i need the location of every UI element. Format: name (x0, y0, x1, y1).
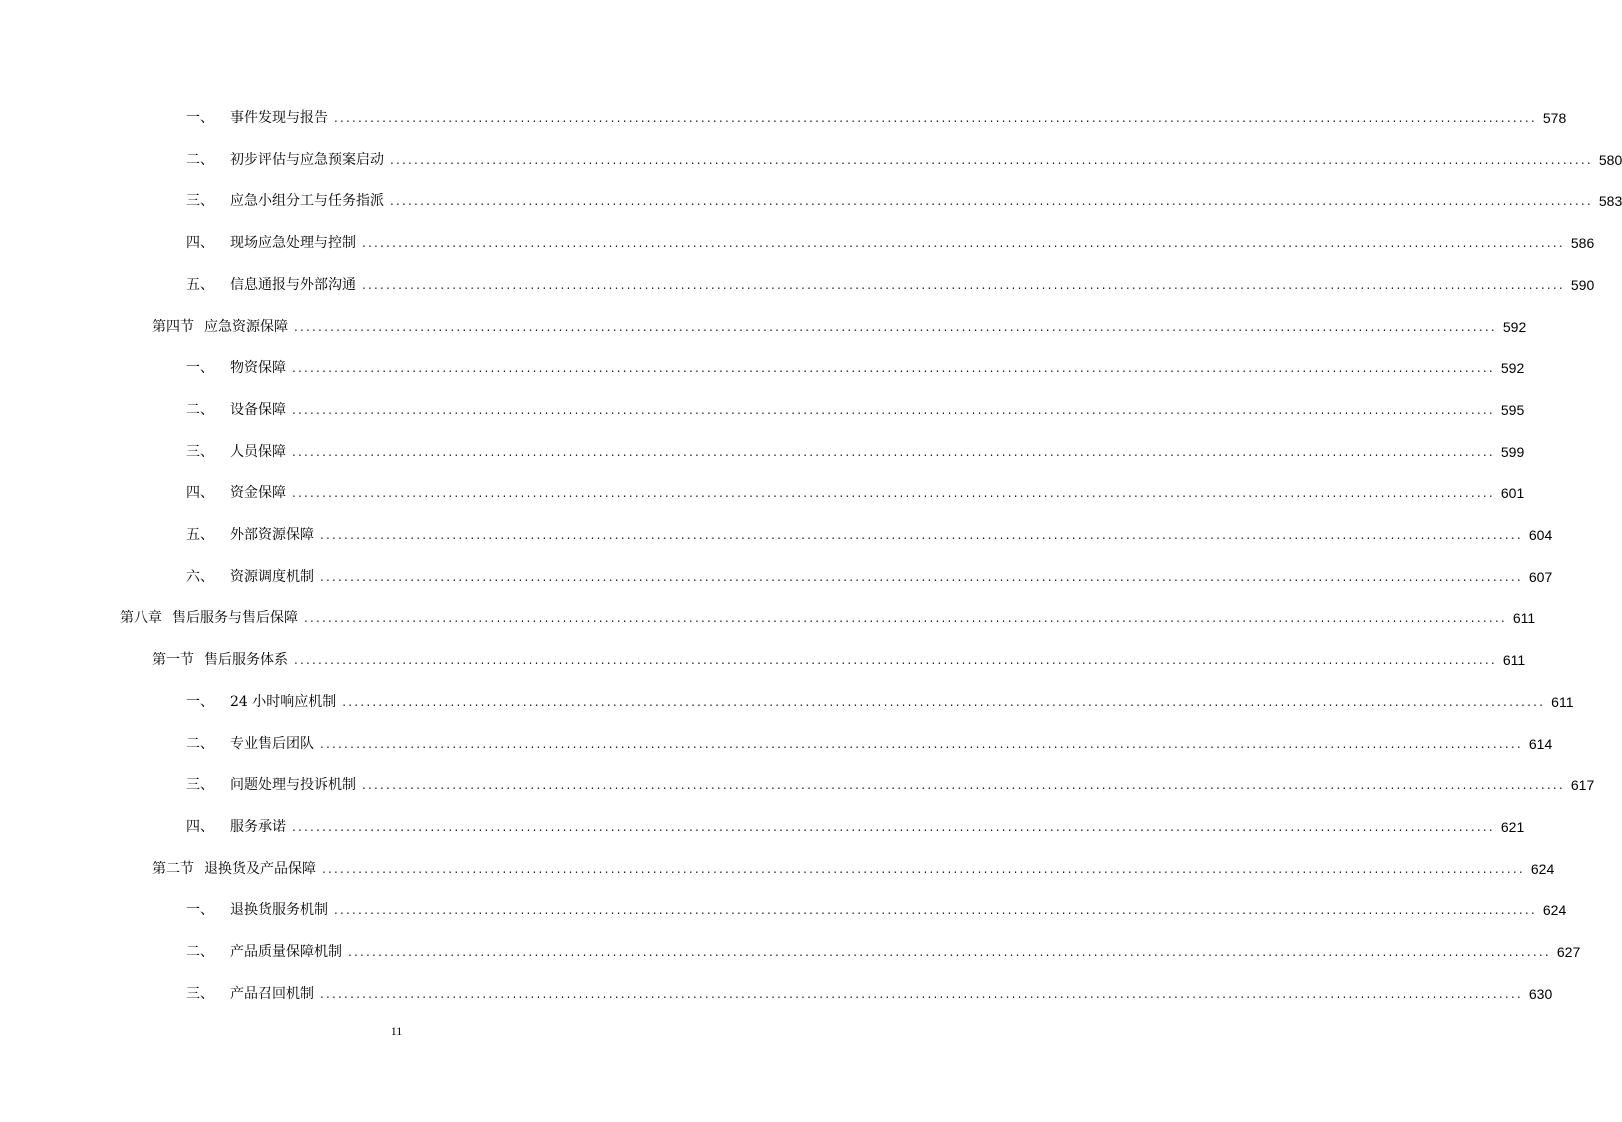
toc-entry-number: 第二节 (152, 860, 194, 877)
toc-entry[interactable] (0, 606, 1536, 630)
toc-entry-number: 四、 (186, 818, 214, 835)
toc-entry-number: 第四节 (152, 318, 194, 335)
toc-dot-leader: ........................................................................................................................................................................................................ (320, 986, 1523, 1001)
toc-entry-page: 601 (1500, 485, 1525, 502)
toc-entry-title: 服务承诺 (230, 818, 286, 835)
toc-dot-leader: ........................................................................................................................................................................................................ (322, 861, 1525, 876)
toc-entry-title: 退换货服务机制 (230, 902, 328, 919)
toc-entry-number: 五、 (186, 527, 214, 543)
toc-entry-title: 售后服务体系 (204, 652, 288, 669)
toc-entry-number: 四、 (186, 485, 214, 502)
toc-dot-leader: ........................................................................................................................................................................................................ (304, 611, 1507, 626)
toc-entry-number: 一、 (186, 902, 214, 919)
toc-entry-title: 产品质量保障机制 (230, 944, 342, 960)
toc-entry[interactable] (0, 398, 1525, 422)
toc-entry-number: 三、 (186, 193, 214, 210)
toc-entry[interactable] (0, 857, 1555, 881)
toc-entry-page: 580 (1598, 151, 1622, 168)
toc-entry-page: 621 (1500, 818, 1525, 835)
toc-entry[interactable] (0, 356, 1525, 380)
toc-entry[interactable] (0, 690, 1574, 714)
toc-entry[interactable] (0, 315, 1527, 339)
toc-dot-leader: ........................................................................................................................................................................................................ (292, 361, 1495, 376)
toc-dot-leader: ........................................................................................................................................................................................................ (390, 152, 1593, 167)
toc-dot-leader: ........................................................................................................................................................................................................ (390, 194, 1593, 209)
toc-dot-leader: ........................................................................................................................................................................................................ (292, 819, 1495, 834)
toc-entry-page: 599 (1500, 443, 1525, 460)
toc-dot-leader: ........................................................................................................................................................................................................ (292, 444, 1495, 459)
toc-entry-title: 应急小组分工与任务指派 (230, 193, 384, 210)
toc-entry-page: 611 (1551, 693, 1574, 710)
toc-entry[interactable] (0, 231, 1595, 255)
toc-entry[interactable] (0, 815, 1525, 839)
toc-entry-page: 611 (1512, 610, 1536, 627)
toc-dot-leader: ........................................................................................................................................................................................................ (362, 236, 1565, 251)
toc-dot-leader: ........................................................................................................................................................................................................ (320, 528, 1523, 542)
toc-entry[interactable] (0, 481, 1525, 505)
toc-dot-leader: ........................................................................................................................................................................................................ (348, 945, 1551, 959)
toc-entry-title: 应急资源保障 (204, 318, 288, 335)
toc-entry-page: 583 (1598, 193, 1622, 210)
toc-entry-title: 问题处理与投诉机制 (230, 777, 356, 794)
toc-entry-title: 资源调度机制 (230, 568, 314, 585)
toc-entry-number: 三、 (186, 443, 214, 460)
toc-entry[interactable] (0, 565, 1553, 589)
toc-entry-number: 一、 (186, 360, 214, 377)
toc-entry-number: 四、 (186, 235, 214, 252)
toc-entry-page: 627 (1556, 944, 1581, 960)
toc-entry-title: 物资保障 (230, 360, 286, 377)
toc-entry-page: 604 (1528, 527, 1553, 543)
toc-dot-leader: ........................................................................................................................................................................................................ (320, 569, 1523, 584)
toc-entry-title: 事件发现与报告 (230, 110, 328, 126)
toc-dot-leader: ........................................................................................................................................................................................................ (292, 402, 1495, 417)
toc-entry[interactable] (0, 440, 1525, 464)
toc-entry[interactable] (0, 940, 1581, 964)
toc-entry-title: 信息通报与外部沟通 (230, 276, 356, 293)
toc-entry-title: 外部资源保障 (230, 527, 314, 543)
toc-entry-title: 设备保障 (230, 401, 286, 418)
toc-entry-page: 630 (1528, 985, 1553, 1002)
toc-entry-number: 二、 (186, 735, 214, 752)
toc-entry-title: 售后服务与售后保障 (172, 610, 298, 627)
toc-entry-page: 592 (1500, 360, 1525, 377)
toc-dot-leader: ........................................................................................................................................................................................................ (292, 486, 1495, 501)
toc-dot-leader: ........................................................................................................................................................................................................ (362, 778, 1565, 793)
toc-entry-page: 586 (1570, 235, 1595, 252)
toc-entry-number: 二、 (186, 151, 214, 168)
toc-entry-number: 一、 (186, 693, 214, 710)
toc-entry[interactable] (0, 148, 1622, 172)
toc-entry-page: 624 (1530, 860, 1555, 877)
toc-dot-leader: ........................................................................................................................................................................................................ (342, 694, 1546, 709)
toc-dot-leader: ........................................................................................................................................................................................................ (294, 319, 1497, 334)
toc-entry[interactable] (0, 648, 1526, 672)
toc-entry-title: 专业售后团队 (230, 735, 314, 752)
toc-entry-number: 六、 (186, 568, 214, 585)
toc-entry-page: 578 (1542, 110, 1567, 126)
toc-entry-page: 590 (1570, 276, 1595, 293)
toc-entry-title: 人员保障 (230, 443, 286, 460)
toc-entry-title: 初步评估与应急预案启动 (230, 151, 384, 168)
toc-entry-title: 资金保障 (230, 485, 286, 502)
toc-entry[interactable] (0, 773, 1595, 797)
toc-dot-leader: ........................................................................................................................................................................................................ (294, 653, 1497, 668)
toc-entry-title: 产品召回机制 (230, 985, 314, 1002)
toc-entry[interactable] (0, 898, 1567, 922)
toc-entry-title: 现场应急处理与控制 (230, 235, 356, 252)
toc-entry-number: 一、 (186, 110, 214, 126)
toc-entry[interactable] (0, 189, 1622, 213)
toc-entry-page: 595 (1500, 401, 1525, 418)
toc-entry-number: 二、 (186, 944, 214, 960)
toc-entry-page: 624 (1542, 902, 1567, 919)
toc-dot-leader: ........................................................................................................................................................................................................ (334, 903, 1537, 918)
toc-dot-leader: ........................................................................................................................................................................................................ (362, 277, 1565, 292)
toc-entry-number: 五、 (186, 276, 214, 293)
toc-entry-number: 第八章 (120, 610, 162, 627)
toc-dot-leader: ........................................................................................................................................................................................................ (320, 736, 1523, 751)
toc-entry-number: 三、 (186, 985, 214, 1002)
toc-entry-page: 592 (1502, 318, 1527, 335)
toc-entry[interactable] (0, 732, 1553, 756)
toc-entry-number: 第一节 (152, 652, 194, 669)
toc-dot-leader: ........................................................................................................................................................................................................ (334, 111, 1537, 125)
toc-entry[interactable] (0, 273, 1595, 297)
toc-entry-page: 611 (1502, 652, 1526, 669)
toc-entry-page: 614 (1528, 735, 1553, 752)
toc-entry[interactable] (0, 982, 1553, 1006)
toc-entry-page: 607 (1528, 568, 1553, 585)
toc-entry-number: 三、 (186, 777, 214, 794)
page-number: 11 (390, 1024, 403, 1038)
toc-entry[interactable] (0, 106, 1567, 130)
toc-entry-page: 617 (1570, 777, 1595, 794)
toc-entry-title: 24 小时响应机制 (230, 693, 337, 710)
toc-entry[interactable] (0, 523, 1553, 547)
toc-entry-number: 二、 (186, 401, 214, 418)
toc-entry-title: 退换货及产品保障 (204, 860, 316, 877)
